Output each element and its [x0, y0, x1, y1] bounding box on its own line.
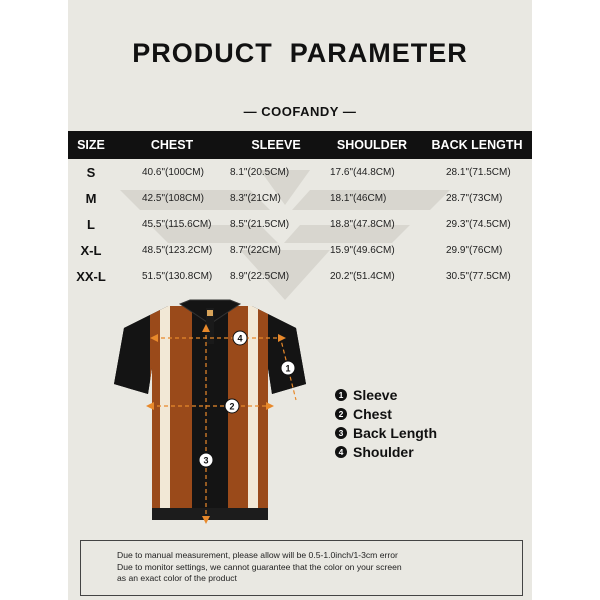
- table-row: [68, 237, 532, 263]
- marker-back-length-label: 3: [203, 455, 209, 466]
- chest-cell: 40.6"(100CM): [142, 166, 204, 178]
- measurement-diagram: [110, 298, 310, 530]
- marker-shoulder-label: 4: [237, 333, 243, 344]
- table-row: [68, 211, 532, 237]
- note-line: Due to manual measurement, please allow will be 0.5-1.0inch/1-3cm error: [117, 550, 398, 560]
- legend-label: Sleeve: [353, 386, 398, 403]
- sleeve-cell: 8.3"(21CM): [230, 192, 281, 204]
- legend-item: [335, 423, 437, 442]
- header-sleeve: SLEEVE: [230, 131, 322, 159]
- sleeve-cell: 8.5"(21.5CM): [230, 218, 290, 230]
- marker-sleeve-label: 1: [285, 363, 291, 374]
- legend-label: Shoulder: [353, 443, 414, 460]
- shoulder-cell: 15.9"(49.6CM): [330, 244, 395, 256]
- shoulder-cell: 17.6"(44.8CM): [330, 166, 395, 178]
- polo-shirt-icon: [110, 298, 310, 530]
- shoulder-cell: 18.1"(46CM): [330, 192, 387, 204]
- sleeve-cell: 8.9"(22.5CM): [230, 270, 290, 282]
- back-length-cell: 29.3"(74.5CM): [446, 218, 511, 230]
- header-back-length: BACK LENGTH: [422, 131, 532, 159]
- legend-item: [335, 404, 437, 423]
- chest-cell: 45.5"(115.6CM): [142, 218, 212, 230]
- note-line: Due to monitor settings, we cannot guarantee that the color on your screen: [117, 561, 402, 572]
- legend-number: 1: [335, 389, 347, 401]
- header-chest: CHEST: [114, 131, 230, 159]
- back-length-cell: 28.1"(71.5CM): [446, 166, 511, 178]
- shoulder-cell: 18.8"(47.8CM): [330, 218, 395, 230]
- measurement-legend: [335, 385, 437, 461]
- legend-number: 2: [335, 408, 347, 420]
- measurement-note-box: [80, 540, 523, 596]
- sleeve-cell: 8.7"(22CM): [230, 244, 281, 256]
- legend-label: Back Length: [353, 424, 438, 441]
- chest-cell: 51.5"(130.8CM): [142, 270, 213, 282]
- size-cell: L: [87, 216, 95, 232]
- legend-item: [335, 385, 437, 404]
- back-length-cell: 29.9"(76CM): [446, 244, 503, 256]
- back-length-cell: 28.7"(73CM): [446, 192, 503, 204]
- table-row: [68, 185, 532, 211]
- header-shoulder: SHOULDER: [322, 131, 422, 159]
- header-size: SIZE: [68, 131, 114, 159]
- size-cell: XX-L: [76, 268, 106, 284]
- sleeve-cell: 8.1"(20.5CM): [230, 166, 290, 178]
- marker-back-length: [199, 453, 213, 467]
- table-header-row: [68, 131, 532, 159]
- note-line: as an exact color of the product: [117, 573, 237, 583]
- table-row: [68, 159, 532, 185]
- marker-sleeve: [281, 361, 295, 375]
- legend-label: Chest: [353, 405, 392, 422]
- back-length-cell: 30.5"(77.5CM): [446, 270, 511, 282]
- brand-name: — COOFANDY —: [243, 104, 357, 119]
- marker-chest-label: 2: [229, 401, 235, 412]
- size-cell: M: [85, 190, 97, 206]
- legend-number: 4: [335, 446, 347, 458]
- chest-cell: 42.5"(108CM): [142, 192, 204, 204]
- shoulder-cell: 20.2"(51.4CM): [330, 270, 395, 282]
- size-cell: S: [86, 164, 96, 180]
- legend-item: [335, 442, 437, 461]
- legend-number: 3: [335, 427, 347, 439]
- table-row: [68, 263, 532, 289]
- page-title: PRODUCT PARAMETER: [132, 38, 468, 68]
- chest-cell: 48.5"(123.2CM): [142, 244, 213, 256]
- size-chart-table: [68, 131, 532, 289]
- size-cell: X-L: [80, 242, 102, 258]
- marker-shoulder: [233, 331, 247, 345]
- marker-chest: [225, 399, 239, 413]
